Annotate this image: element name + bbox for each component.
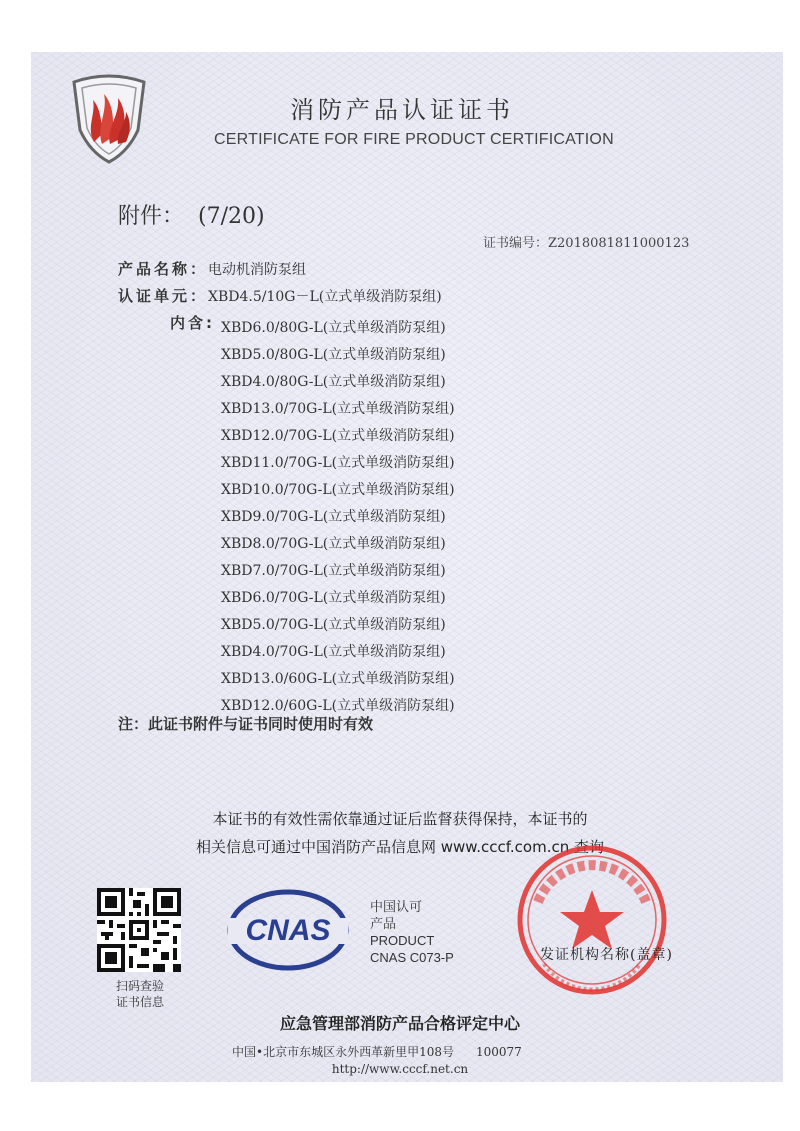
certification-unit-value: XBD4.5/10G－L(立式单级消防泵组) (208, 289, 442, 305)
cnas-line-3: PRODUCT (370, 933, 435, 948)
postal-code: 100077 (475, 1045, 522, 1059)
certificate-title-en: CERTIFICATE FOR FIRE PRODUCT CERTIFICATION (214, 131, 614, 148)
cnas-logo (226, 888, 350, 972)
certificate-title-cn: 消防产品认证证书 (290, 96, 514, 124)
cnas-logo-text: CNAS (245, 914, 331, 947)
list-item: XBD13.0/70G-L(立式单级消防泵组) (221, 401, 455, 417)
list-item: XBD7.0/70G-L(立式单级消防泵组) (221, 563, 446, 579)
list-item: XBD5.0/70G-L(立式单级消防泵组) (221, 617, 446, 633)
contents-label: 内含: (170, 314, 215, 332)
certification-unit-label: 认证单元： (118, 287, 209, 305)
cnas-accreditation-text (370, 898, 454, 966)
annex-label-row (118, 199, 265, 230)
contents-list (221, 315, 455, 720)
validity-note: 注：此证书附件与证书同时使用时有效 (118, 715, 374, 733)
organization-address: 中国•北京市东城区永外西革新里甲108号 (232, 1045, 454, 1059)
qr-code-icon[interactable] (97, 888, 181, 972)
official-seal-icon (514, 842, 670, 998)
cnas-line-1: 中国认可 (370, 899, 423, 914)
list-item: XBD4.0/70G-L(立式单级消防泵组) (221, 644, 446, 660)
list-item: XBD6.0/80G-L(立式单级消防泵组) (221, 320, 446, 336)
product-name-row (118, 258, 306, 279)
annex-label: 附件： (118, 204, 185, 229)
list-item: XBD6.0/70G-L(立式单级消防泵组) (221, 590, 446, 606)
organization-address-row (232, 1043, 522, 1060)
list-item: XBD9.0/70G-L(立式单级消防泵组) (221, 509, 446, 525)
product-name-value: 电动机消防泵组 (208, 262, 307, 278)
list-item: XBD12.0/70G-L(立式单级消防泵组) (221, 428, 455, 444)
contents-label-row (170, 312, 215, 333)
validity-line-1: 本证书的有效性需依靠通过证后监督获得保持，本证书的 (212, 810, 588, 828)
qr-caption (100, 978, 180, 1010)
list-item: XBD12.0/60G-L(立式单级消防泵组) (221, 698, 455, 714)
product-name-label: 产品名称： (118, 260, 209, 278)
organization-url[interactable]: http://www.cccf.net.cn (331, 1062, 469, 1076)
validity-line-2: 相关信息可通过中国消防产品信息网 www.cccf.com.cn 查询 (196, 838, 604, 856)
list-item: XBD8.0/70G-L(立式单级消防泵组) (221, 536, 446, 552)
qr-caption-line-2: 证书信息 (115, 995, 164, 1009)
cnas-line-4: CNAS C073-P (370, 950, 454, 965)
issuer-name-label: 发证机构名称(盖章) (540, 947, 673, 963)
issuing-organization: 应急管理部消防产品合格评定中心 (279, 1014, 520, 1033)
certification-unit-row (118, 285, 442, 306)
cnas-line-2: 产品 (370, 916, 397, 931)
list-item: XBD11.0/70G-L(立式单级消防泵组) (221, 455, 455, 471)
fire-shield-logo-icon (68, 72, 150, 164)
list-item: XBD10.0/70G-L(立式单级消防泵组) (221, 482, 455, 498)
list-item: XBD13.0/60G-L(立式单级消防泵组) (221, 671, 455, 687)
list-item: XBD5.0/80G-L(立式单级消防泵组) (221, 347, 446, 363)
qr-caption-line-1: 扫码查验 (115, 979, 164, 993)
annex-number: (7/20) (198, 204, 265, 229)
list-item: XBD4.0/80G-L(立式单级消防泵组) (221, 374, 446, 390)
certificate-number: 证书编号：Z2018081811000123 (483, 236, 690, 251)
